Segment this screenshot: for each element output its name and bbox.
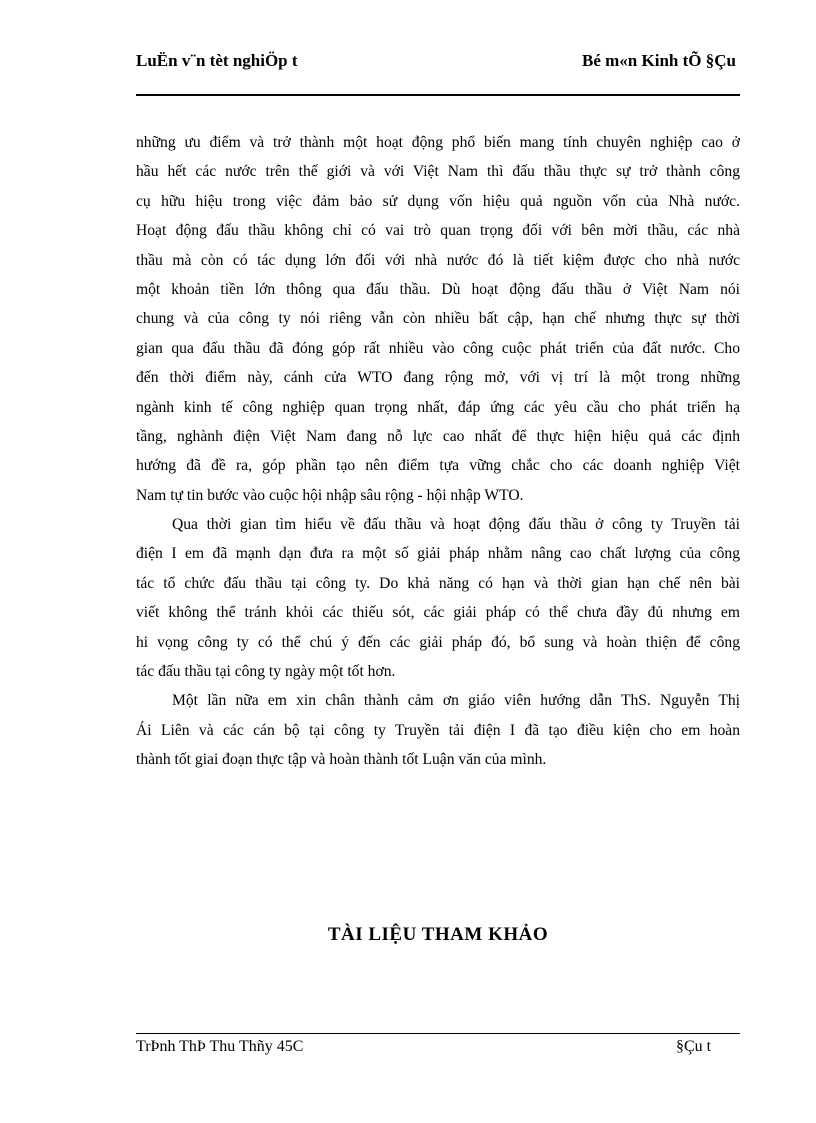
paragraph-line: chung và của công ty nói riêng vẫn còn nhiều bất cập, hạn chế nhưng thực sự thời [136,310,740,328]
paragraph-line: tác tổ chức đấu thầu tại công ty. Do khả năng có hạn và thời gian hạn chế nên bài [136,574,740,592]
paragraph-line: những ưu điểm và trở thành một hoạt động phổ biến mang tính chuyên nghiệp cao ở [136,134,740,151]
paragraph-line: tác đấu thầu tại công ty ngày một tốt hơn. [136,663,396,681]
paragraph-line: hướng đã đề ra, góp phần tạo nên điểm tựa vững chắc cho các doanh nghiệp Việt [136,457,740,475]
paragraph-line: một khoản tiền lớn thông qua đấu thầu. Dù hoạt động đấu thầu ở Việt Nam nói [136,280,740,298]
paragraph-line: tầng, nghành điện Việt Nam đang nỗ lực cao nhất để thực hiện hiệu quả các định [136,427,740,445]
paragraph-line: Qua thời gian tìm hiểu về đấu thầu và hoạt động đấu thầu ở công ty Truyền tải [172,516,740,534]
paragraph [136,128,740,510]
paragraph [136,686,740,774]
paragraph-line: thành tốt giai đoạn thực tập và hoàn thành tốt Luận văn của mình. [136,751,547,769]
paragraph-line: hi vọng công ty có thể chú ý đến các giải pháp đó, bổ sung và hoàn thiện để công [136,633,740,651]
paragraph-line: cụ hữu hiệu trong việc đảm bảo sử dụng vốn hiệu quả nguồn vốn của Nhà nước. [136,192,740,210]
header-thesis-label: LuËn v¨n tèt nghiÖp t [136,51,298,70]
paragraph-line: Nam tự tin bước vào cuộc hội nhập sâu rộng - hội nhập WTO. [136,486,524,504]
footer-page-label: §Çu t [676,1038,712,1055]
section-title: TÀI LIỆU THAM KHẢO [327,924,549,945]
paragraph-line: gian qua đấu thầu đã đóng góp rất nhiều vào công cuộc phát triển của đất nước. Cho [136,339,740,357]
body-text [136,128,740,775]
paragraph-line: thầu mà còn có tác dụng lớn đối với nhà nước đó là tiết kiệm được cho nhà nước [136,251,740,269]
paragraph-line: Hoạt động đấu thầu không chỉ có vai trò quan trọng đối với bên mời thầu, các nhà [136,222,740,240]
footer-divider [136,1033,740,1034]
paragraph-line: viết không thể tránh khỏi các thiếu sót, các giải pháp có thể chưa đầy đủ nhưng em [136,604,740,622]
paragraph-line: điện I em đã mạnh dạn đưa ra một số giải pháp nhằm nâng cao chất lượng của công [136,545,740,563]
paragraph-line: hầu hết các nước trên thế giới và với Việt Nam thì đấu thầu thực sự trở thành công [136,163,740,181]
paragraph-line: đến thời điểm này, cánh cửa WTO đang rộng mở, với vị trí là một trong những [136,369,740,387]
footer-author: TrÞnh ThÞ Thu Thñy 45C [136,1038,304,1055]
paragraph-line: Ái Liên và các cán bộ tại công ty Truyền tải điện I đã tạo điều kiện cho em hoàn [136,721,740,739]
header-department-label: Bé m«n Kinh tÕ §Çu [582,51,736,70]
paragraph [136,510,740,686]
paragraph-line: ngành kinh tế công nghiệp quan trọng nhất, đáp ứng các yêu cầu cho phát triển hạ [136,398,740,416]
paragraph-line: Một lần nữa em xin chân thành cảm ơn giáo viên hướng dẫn ThS. Nguyễn Thị [172,692,740,710]
header-divider [136,94,740,96]
page-header [136,50,740,94]
